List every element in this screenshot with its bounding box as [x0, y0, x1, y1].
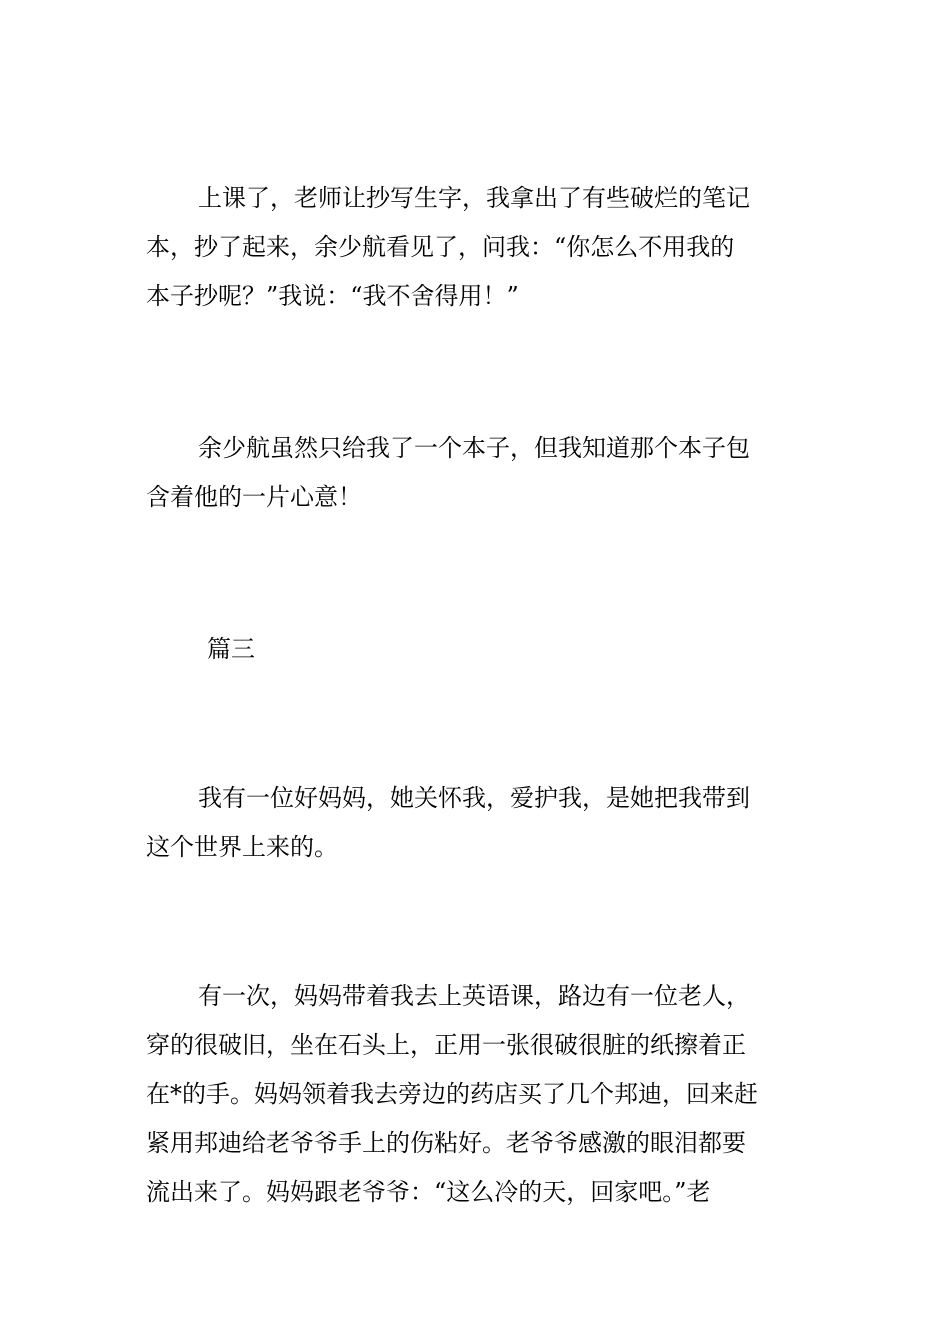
text-line: 有一次，妈妈带着我去上英语课，路边有一位老人，: [198, 982, 750, 1010]
text-line: 本子抄呢？”我说：“我不舍得用！”: [146, 282, 519, 310]
paragraph-mother: [146, 774, 806, 872]
section-heading: 篇三: [207, 635, 255, 663]
text-line: 含着他的一片心意！: [146, 483, 362, 511]
paragraph-old-man: [146, 972, 806, 1217]
text-line: 我有一位好妈妈，她关怀我，爱护我，是她把我带到: [198, 784, 750, 812]
text-line: 上课了，老师让抄写生字，我拿出了有些破烂的笔记: [198, 184, 750, 212]
text-line: 流出来了。妈妈跟老爷爷：“这么冷的天，回家吧。”老: [146, 1178, 711, 1206]
paragraph-notebook: [146, 174, 806, 321]
text-line: 余少航虽然只给我了一个本子，但我知道那个本子包: [198, 434, 750, 462]
text-line: 在*的手。妈妈领着我去旁边的药店买了几个邦迪，回来赶: [146, 1080, 758, 1108]
text-line: 紧用邦迪给老爷爷手上的伤粘好。老爷爷感激的眼泪都要: [146, 1129, 746, 1157]
text-line: 这个世界上来的。: [146, 833, 338, 861]
paragraph-gift: [146, 424, 806, 522]
text-line: 本，抄了起来，余少航看见了，问我：“你怎么不用我的: [146, 233, 735, 261]
text-line: 穿的很破旧，坐在石头上，正用一张很破很脏的纸擦着正: [146, 1031, 746, 1059]
